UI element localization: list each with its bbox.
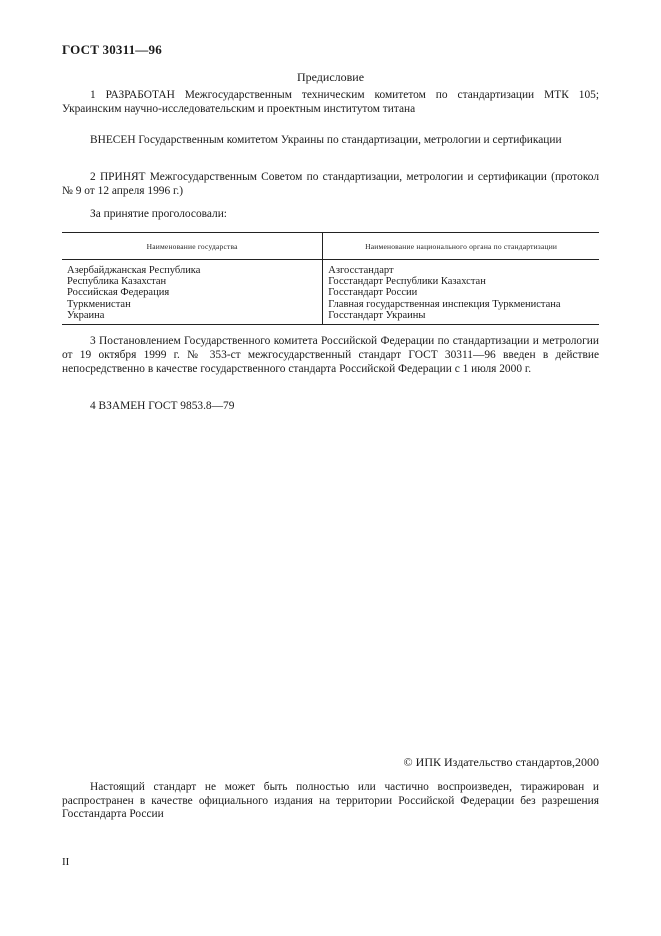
column-header-state: Наименование государства [62,233,323,260]
table-header-row [62,233,599,260]
voted-intro: За принятие проголосовали: [90,208,227,220]
foreword-item-3: 3 Постановлением Государственного комитета Российской Федерации по стандартизации и метрологии от 19 октября 1999 г. № 353-ст межгосударственный стандарт ГОСТ 30311—96 введен в действие непосредственно в качестве государственного стандарта Российской Федерации с 1 июля 2000 г. [62,335,599,375]
standards-body-name: Госстандарт Республики Казахстан [328,276,486,288]
standards-body-name: Госстандарт России [328,287,418,299]
foreword-title: Предисловие [296,70,365,84]
standards-body-name: Госстандарт Украины [328,309,426,321]
states-cell [62,260,323,325]
state-name: Туркменистан [67,298,131,310]
state-name: Российская Федерация [67,287,170,299]
state-name: Республика Казахстан [67,276,167,288]
voting-table [62,232,599,325]
foreword-item-1: 1 РАЗРАБОТАН Межгосударственным техническим комитетом по стандартизации МТК 105; Украинским научно-исследовательским и проектным институтом титана [62,89,599,115]
reproduction-notice: Настоящий стандарт не может быть полностью или частично воспроизведен, тиражирован и распространен в качестве официального издания на территории Российской Федерации без разрешения Госстандарта России [62,781,599,820]
column-header-body: Наименование национального органа по стандартизации [323,233,599,260]
bodies-cell [323,260,599,325]
standards-body-name: Азгосстандарт [328,265,394,276]
foreword-item-2: 2 ПРИНЯТ Межгосударственным Советом по стандартизации, метрологии и сертификации (протокол № 9 от 12 апреля 1996 г.) [62,171,599,197]
state-name: Украина [67,309,105,321]
foreword-item-4: 4 ВЗАМЕН ГОСТ 9853.8—79 [90,400,235,412]
standards-body-name: Главная государственная инспекция Туркменистана [328,298,561,310]
page-number: II [62,856,70,868]
copyright-notice: © ИПК Издательство стандартов,2000 [403,755,599,769]
foreword-introduced: ВНЕСЕН Государственным комитетом Украины по стандартизации, метрологии и сертификации [90,134,562,146]
table-row [62,260,599,325]
standard-code: ГОСТ 30311—96 [62,42,162,57]
state-name: Азербайджанская Республика [67,265,201,276]
